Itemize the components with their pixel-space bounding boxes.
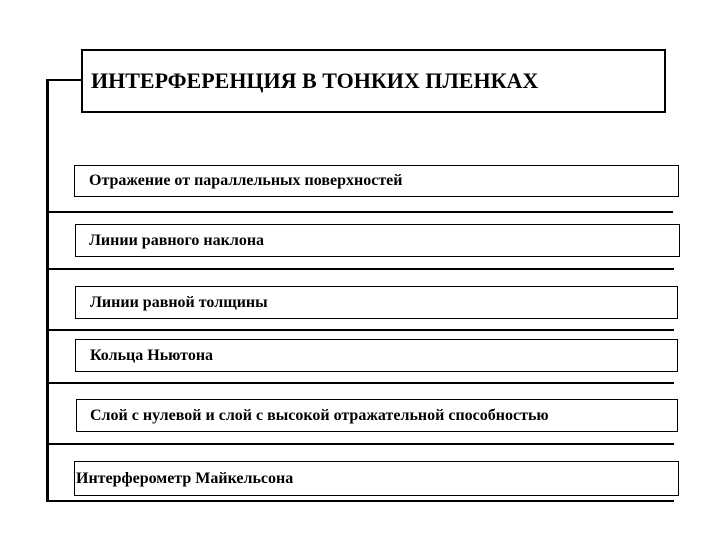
item-label: Линии равной толщины — [90, 293, 268, 311]
item-box-newton-rings — [75, 339, 678, 372]
item-box-equal-thickness — [75, 286, 678, 319]
item-box-reflection — [74, 165, 679, 197]
item-label: Отражение от параллельных поверхностей — [89, 172, 403, 189]
item-box-equal-inclination — [75, 224, 680, 257]
connector-item-2 — [46, 268, 674, 270]
connector-item-3 — [46, 329, 674, 331]
item-label: Линии равного наклона — [89, 231, 265, 249]
connector-title — [46, 79, 82, 81]
diagram-title: ИНТЕРФЕРЕНЦИЯ В ТОНКИХ ПЛЕНКАХ — [81, 49, 666, 113]
item-label: Кольца Ньютона — [90, 346, 214, 364]
connector-spine — [46, 80, 49, 502]
item-box-reflective-layers — [76, 399, 678, 432]
connector-item-6 — [46, 500, 674, 502]
item-box-michelson — [74, 461, 679, 496]
connector-item-1 — [46, 211, 673, 213]
connector-item-4 — [46, 382, 674, 384]
item-label: Слой с нулевой и слой с высокой отражательной способностью — [90, 406, 549, 424]
connector-item-5 — [46, 443, 674, 445]
item-label: Интерферометр Майкельсона — [76, 469, 294, 487]
